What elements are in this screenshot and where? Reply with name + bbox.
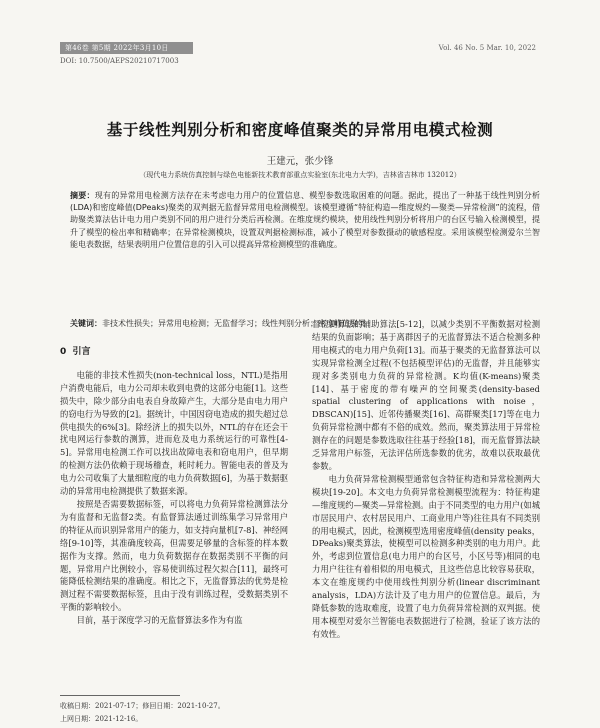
footnote-divider bbox=[60, 695, 180, 696]
paper-title: 基于线性判别分析和密度峰值聚类的异常用电模式检测 bbox=[106, 121, 494, 139]
affiliation: （现代电力系统仿真控制与绿色电能新技术教育部重点实验室(东北电力大学)，吉林省吉林市 132012） bbox=[139, 171, 461, 179]
right-column bbox=[312, 318, 540, 641]
paragraph: 电能的非技术性损失(non-technical loss，NTL)是指用户消费电能后，电力公司却未收到电费的这部分电能[1]。这些损失中，除少部分由电表自身故障产生，大部分是由电力用户的窃电行为导致的[2]。据统计，中国因窃电造成的损失超过总供电损失的6%[3]。除经济上的损失以外，NTL的存在还会干扰电网运行参数的测算，进而危及电力系统运行的可靠性[4-5]。异常用电检测工作可以找出故障电表和窃电用户，但早期的检测方法仍依赖于现场稽查，耗时耗力。智能电表的普及为电力公司收集了大量细粒度的电力负荷数据[6]，为基于数据驱动的异常用电检测提供了数据来源。 bbox=[60, 369, 288, 497]
section-title: 引言 bbox=[72, 347, 91, 357]
issue-info: 第46卷 第5期 2022年3月10日 bbox=[60, 42, 193, 54]
authors: 王建元，张少锋 bbox=[266, 156, 334, 167]
doi: DOI: 10.7500/AEPS20210717003 bbox=[60, 57, 179, 65]
abstract bbox=[70, 190, 540, 251]
running-header bbox=[60, 42, 536, 54]
left-column bbox=[60, 346, 288, 627]
abstract-label: 摘要： bbox=[70, 191, 95, 200]
section-number: 0 bbox=[60, 347, 67, 357]
section-heading bbox=[60, 346, 288, 359]
keywords-label: 关键词： bbox=[70, 319, 102, 328]
footnote-online: 上网日期：2021-12-16。 bbox=[60, 714, 143, 723]
paragraph: 目前，基于深度学习的无监督算法多作为有监 bbox=[76, 615, 243, 626]
abstract-text: 现有的异常用电检测方法存在未考虑电力用户的位置信息、模型参数选取困难的问题。据此，提出了一种基于线性判别分析(LDA)和密度峰值(DPeaks)聚类的双判据无监督异常用电检测模型。该模型遵循“特征构造—维度规约—聚类—异常检测”的流程，借助聚类算法估计电力用户类别不同的用户进行分类后再检测。在维度规约模块，使用线性判别分析将用户的台区号输入检测模型，提升了模型的检出率和精确率；在异常检测模块，设置双判据检测标准，减小了模型对参数摄动的敏感程度。采用该模型检测爱尔兰智能电表数据，结果表明用户位置信息的引入可以提高异常检测模型的准确度。 bbox=[70, 191, 540, 249]
footnote-received: 收稿日期：2021-07-17；修回日期：2021-10-27。 bbox=[60, 702, 225, 710]
volume-info: Vol. 46 No. 5 Mar. 10, 2022 bbox=[438, 44, 536, 52]
footnotes bbox=[60, 700, 225, 725]
paragraph: 按照是否需要数据标签，可以将电力负荷异常检测算法分为有监督和无监督2类。有监督算法通过训练集学习异常用户的特征从而识别异常用户的能力，如支持向量机[7-8]、神经网络[9-10]等，其准确度较高，但需要足够量的含标签的样本数据作为支撑。然而，电力负荷数据存在数据类别不平衡的问题，异常用户比例较小，容易使训练过程欠拟合[11]，最终可能降低检测结果的准确度。相比之下，无监督算法的优势是检测过程不需要数据标签，且由于没有训练过程，受数据类别不平衡的影响较小。 bbox=[60, 498, 288, 613]
keywords-text: 非技术性损失；异常用电检测；无监督学习；线性判别分析；密度峰值聚类 bbox=[102, 319, 366, 328]
paragraph: 电力负荷异常检测模型通常包含特征构造和异常检测两大模块[19-20]。本文电力负荷异常检测模型流程为：特征构建—维度规约—聚类—异常检测。由于不同类型的电力用户(如城市居民用户、农村居民用户、工商业用户等)往往具有不同类别的用电模式，因此，检测模型选用密度峰值(density peaks，DPeaks)聚类算法，使模型可以检测多种类别的电力用户。此外，考虑到位置信息(电力用户的台区号，小区号等)相同的电力用户往往有着相似的用电模式，且这些信息比较容易获取，本文在维度规约中使用线性判别分析(linear discriminant analysis，LDA)方法计及了电力用户的位置信息。最后，为降低参数的选取难度，设置了电力负荷异常检测的双判据。使用本模型对爱尔兰智能电表数据进行了检测，验证了该方法的有效性。 bbox=[312, 473, 540, 639]
paragraph: 督检测算法的辅助算法[5-12]，以减少类别不平衡数据对检测结果的负面影响；基于离群因子的无监督算法不适合检测多种用电模式的电力用户负荷[13]。而基于聚类的无监督算法可以实现异常检测全过程(不包括模型评估)的无监督，并且能够实现对多类别电力负荷的异常检测。K均值(K-means)聚类[14]、基于密度的带有噪声的空间聚类(density-based spatial clustering of applications with noise，DBSCAN)[15]、近邻传播聚类[16]、高群聚类[17]等在电力负荷异常检测中都有不俗的成效。然而，聚类算法用于异常检测存在的问题是参数选取往往基于经验[18]，而无监督算法缺乏异常用户标签，无法评估所选参数的优劣，故难以获取最优参数。 bbox=[312, 319, 540, 471]
